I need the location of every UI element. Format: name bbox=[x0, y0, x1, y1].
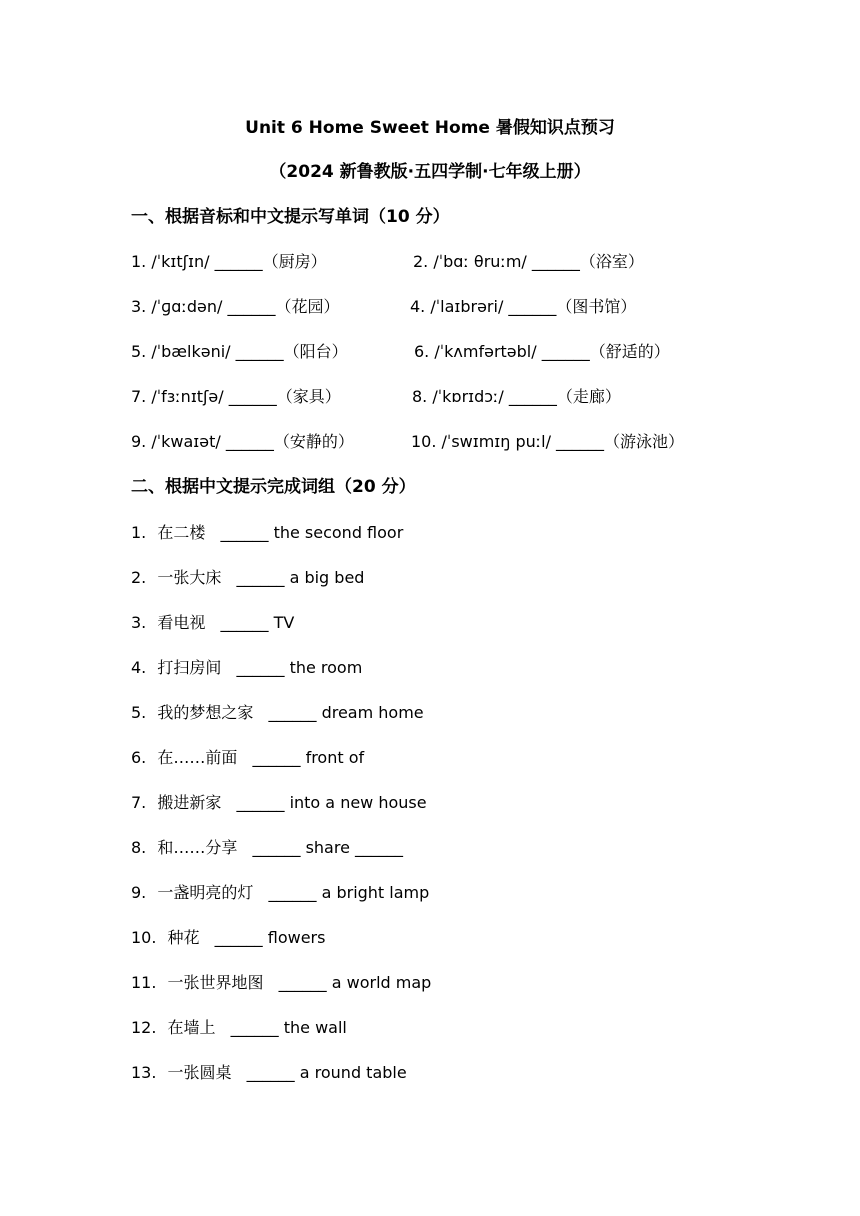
english-text: TV bbox=[273, 613, 295, 632]
chinese-hint: 我的梦想之家 bbox=[157, 703, 254, 722]
item-number: 7. bbox=[131, 793, 147, 812]
phrase-item bbox=[131, 656, 362, 680]
answer-blank: ______ bbox=[220, 523, 269, 542]
answer-blank: ______ bbox=[220, 613, 269, 632]
item-number: 11. bbox=[131, 973, 157, 992]
phrase-item bbox=[131, 701, 424, 725]
chinese-hint: 一盏明亮的灯 bbox=[157, 883, 254, 902]
answer-blank: ______ bbox=[246, 1063, 295, 1082]
word-item-10: 10. /ˈswɪmɪŋ puːl/ ______（游泳池） bbox=[411, 432, 685, 451]
word-item-2: 2. /ˈbɑː θruːm/ ______（浴室） bbox=[413, 252, 644, 271]
english-text: share ______ bbox=[305, 838, 403, 857]
chinese-hint: 种花 bbox=[167, 928, 200, 947]
phrase-item bbox=[131, 1061, 407, 1085]
chinese-hint: 搬进新家 bbox=[157, 793, 222, 812]
english-text: the wall bbox=[283, 1018, 347, 1037]
phrase-item bbox=[131, 881, 429, 905]
chinese-hint: 在二楼 bbox=[157, 523, 206, 542]
answer-blank: ______ bbox=[236, 658, 285, 677]
word-item-5: 5. /ˈbælkəni/ ______（阳台） bbox=[131, 342, 348, 361]
section-1-heading: 一、根据音标和中文提示写单词（10 分） bbox=[131, 207, 450, 227]
page-title: Unit 6 Home Sweet Home 暑假知识点预习 bbox=[245, 118, 615, 138]
chinese-hint: 一张大床 bbox=[157, 568, 222, 587]
english-text: front of bbox=[305, 748, 365, 767]
phrase-item bbox=[131, 746, 364, 770]
phrase-item bbox=[131, 971, 431, 995]
item-number: 1. bbox=[131, 523, 147, 542]
word-item-4: 4. /ˈlaɪbrəri/ ______（图书馆） bbox=[410, 297, 637, 316]
chinese-hint: 在墙上 bbox=[167, 1018, 216, 1037]
phrase-item bbox=[131, 611, 294, 635]
english-text: the second floor bbox=[273, 523, 404, 542]
english-text: a world map bbox=[331, 973, 432, 992]
item-number: 4. bbox=[131, 658, 147, 677]
answer-blank: ______ bbox=[268, 883, 317, 902]
answer-blank: ______ bbox=[268, 703, 317, 722]
page-subtitle: （2024 新鲁教版·五四学制·七年级上册） bbox=[269, 162, 591, 182]
phrase-item bbox=[131, 836, 403, 860]
english-text: dream home bbox=[321, 703, 424, 722]
item-number: 2. bbox=[131, 568, 147, 587]
english-text: flowers bbox=[267, 928, 326, 947]
chinese-hint: 在……前面 bbox=[157, 748, 238, 767]
item-number: 10. bbox=[131, 928, 157, 947]
word-item-6: 6. /ˈkʌmfərtəbl/ ______（舒适的） bbox=[414, 342, 670, 361]
phrase-item bbox=[131, 521, 403, 545]
chinese-hint: 和……分享 bbox=[157, 838, 238, 857]
english-text: the room bbox=[289, 658, 363, 677]
english-text: a bright lamp bbox=[321, 883, 430, 902]
item-number: 12. bbox=[131, 1018, 157, 1037]
item-number: 9. bbox=[131, 883, 147, 902]
word-item-3: 3. /ˈɡɑːdən/ ______（花园） bbox=[131, 297, 340, 316]
chinese-hint: 一张世界地图 bbox=[167, 973, 264, 992]
phrase-item bbox=[131, 926, 325, 950]
answer-blank: ______ bbox=[252, 748, 301, 767]
word-item-7: 7. /ˈfɜːnɪtʃə/ ______（家具） bbox=[131, 387, 341, 406]
word-item-8: 8. /ˈkɒrɪdɔː/ ______（走廊） bbox=[412, 387, 621, 406]
phrase-item bbox=[131, 1016, 347, 1040]
chinese-hint: 一张圆桌 bbox=[167, 1063, 232, 1082]
section-2-heading: 二、根据中文提示完成词组（20 分） bbox=[131, 477, 416, 497]
item-number: 8. bbox=[131, 838, 147, 857]
item-number: 6. bbox=[131, 748, 147, 767]
answer-blank: ______ bbox=[230, 1018, 279, 1037]
chinese-hint: 打扫房间 bbox=[157, 658, 222, 677]
english-text: into a new house bbox=[289, 793, 427, 812]
word-item-1: 1. /ˈkɪtʃɪn/ ______（厨房） bbox=[131, 252, 327, 271]
chinese-hint: 看电视 bbox=[157, 613, 206, 632]
item-number: 13. bbox=[131, 1063, 157, 1082]
word-item-9: 9. /ˈkwaɪət/ ______（安静的） bbox=[131, 432, 354, 451]
answer-blank: ______ bbox=[278, 973, 327, 992]
item-number: 5. bbox=[131, 703, 147, 722]
answer-blank: ______ bbox=[252, 838, 301, 857]
item-number: 3. bbox=[131, 613, 147, 632]
answer-blank: ______ bbox=[236, 568, 285, 587]
english-text: a big bed bbox=[289, 568, 365, 587]
english-text: a round table bbox=[299, 1063, 407, 1082]
answer-blank: ______ bbox=[214, 928, 263, 947]
answer-blank: ______ bbox=[236, 793, 285, 812]
phrase-item bbox=[131, 566, 364, 590]
phrase-item bbox=[131, 791, 427, 815]
